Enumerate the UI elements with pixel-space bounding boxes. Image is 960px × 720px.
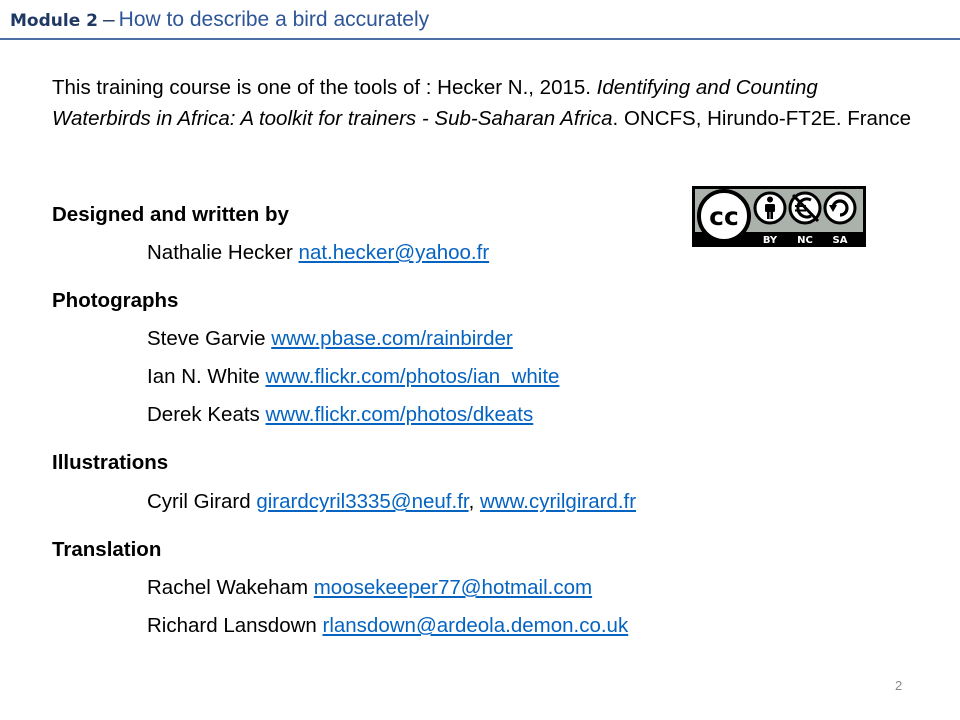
translation-heading: Translation — [52, 538, 162, 561]
attribution-icon — [755, 193, 785, 223]
credit-translator-2 — [147, 614, 628, 638]
website-link[interactable]: www.flickr.com/photos/dkeats — [265, 403, 534, 426]
by-label: BY — [762, 235, 778, 246]
page-number: 2 — [895, 678, 903, 693]
website-link[interactable]: www.pbase.com/rainbirder — [271, 327, 513, 350]
nc-label: NC — [797, 235, 813, 246]
share-alike-icon — [825, 193, 855, 223]
credit-name: Richard Lansdown — [147, 614, 323, 637]
email-link[interactable]: moosekeeper77@hotmail.com — [313, 576, 593, 599]
credit-name: Steve Garvie — [147, 327, 272, 350]
intro-lead: This training course is one of the tools of : Hecker N., 2015. — [52, 76, 597, 99]
credit-illustrator — [147, 490, 636, 514]
credit-designer — [147, 241, 489, 265]
credit-name: Derek Keats — [147, 403, 266, 426]
intro-paragraph — [52, 72, 912, 134]
designed-heading: Designed and written by — [52, 203, 289, 226]
slide-header — [0, 0, 960, 40]
cc-icon — [699, 191, 749, 241]
header-divider — [0, 38, 960, 40]
photographs-heading: Photographs — [52, 289, 179, 312]
module-label: Module 2 — [10, 11, 98, 31]
illustrations-heading: Illustrations — [52, 451, 169, 474]
intro-tail: . ONCFS, Hirundo-FT2E. France — [612, 107, 912, 130]
email-link[interactable]: rlansdown@ardeola.demon.co.uk — [322, 614, 629, 637]
intro-book-title: Identifying and Counting Waterbirds in Africa: A toolkit for trainers - Sub-Saharan Africa — [52, 76, 818, 130]
credit-photographer-1 — [147, 327, 513, 351]
slide-title — [10, 8, 429, 32]
title-separator: – — [102, 8, 115, 31]
credit-photographer-2 — [147, 365, 559, 389]
email-link[interactable]: nat.hecker@yahoo.fr — [298, 241, 490, 264]
website-link[interactable]: www.cyrilgirard.fr — [480, 490, 637, 513]
credit-photographer-3 — [147, 403, 533, 427]
non-commercial-icon — [790, 193, 820, 223]
credit-name: Nathalie Hecker — [147, 241, 299, 264]
credit-name: Cyril Girard — [147, 490, 257, 513]
sa-label: SA — [832, 235, 848, 246]
module-subtitle: How to describe a bird accurately — [118, 8, 430, 31]
cc-license-badge — [692, 186, 866, 247]
cc-text: cc — [709, 202, 739, 231]
credit-name: Rachel Wakeham — [147, 576, 314, 599]
email-link[interactable]: girardcyril3335@neuf.fr — [256, 490, 469, 513]
credit-name: Ian N. White — [147, 365, 266, 388]
website-link[interactable]: www.flickr.com/photos/ian_white — [265, 365, 560, 388]
link-separator: , — [468, 490, 480, 513]
credit-translator-1 — [147, 576, 592, 600]
